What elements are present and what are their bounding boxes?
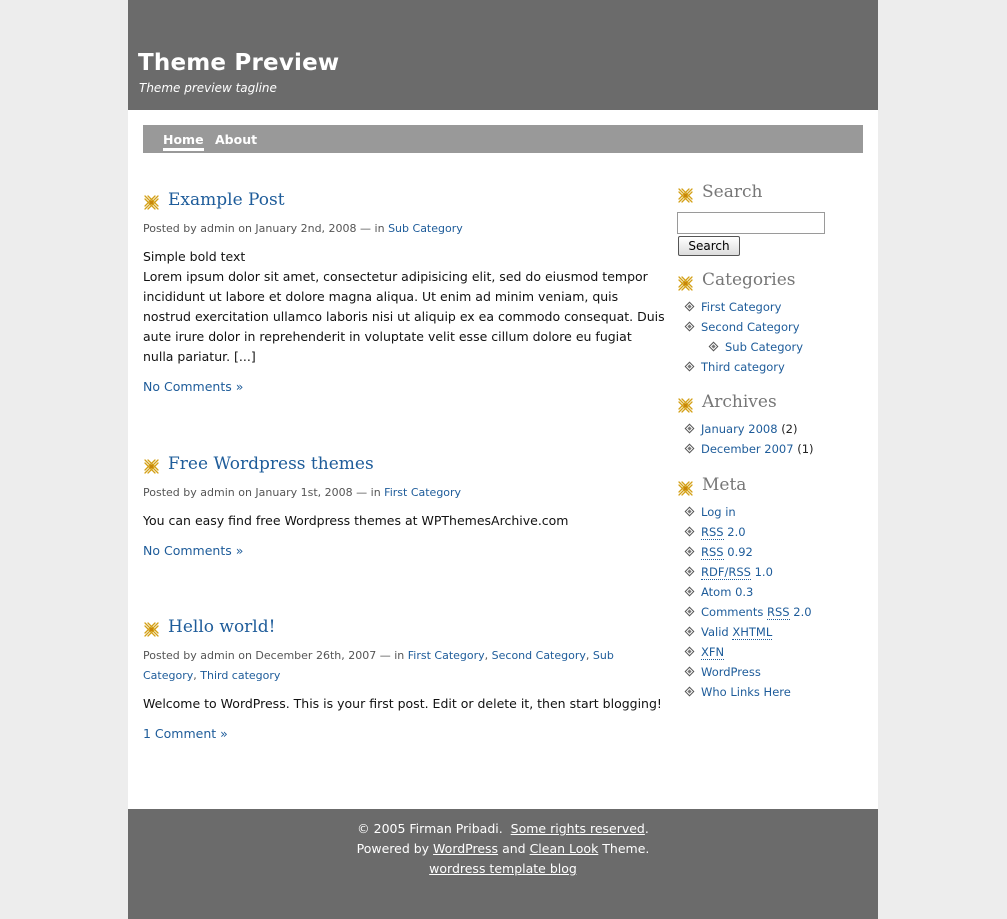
rss-abbr: RSS — [767, 605, 790, 619]
list-item — [677, 439, 872, 459]
star-bullet-icon — [677, 397, 694, 414]
category-link[interactable]: Second Category — [491, 649, 586, 662]
widget-title: Archives — [702, 392, 777, 412]
widget-title: Categories — [702, 270, 796, 290]
list-item — [677, 502, 872, 522]
diamond-bullet-icon — [685, 424, 695, 434]
comments-link[interactable]: No Comments » — [143, 543, 244, 558]
star-bullet-icon — [143, 194, 160, 211]
rdf-version: 1.0 — [754, 565, 773, 579]
list-item — [677, 622, 872, 642]
archive-list — [677, 419, 872, 459]
footer-line-powered — [128, 839, 878, 859]
diamond-bullet-icon — [685, 322, 695, 332]
post-meta-text: Posted by admin on January 2nd, 2008 — in — [143, 222, 389, 235]
nav-home-link[interactable]: Home — [163, 132, 204, 151]
comments-link[interactable]: 1 Comment » — [143, 726, 228, 741]
search-button[interactable]: Search — [678, 236, 740, 256]
post — [143, 190, 665, 395]
rss-version: 2.0 — [793, 605, 812, 619]
category-link[interactable]: First Category — [701, 300, 782, 314]
diamond-bullet-icon — [685, 687, 695, 697]
rss-abbr: RSS — [701, 545, 724, 559]
widget-title: Search — [702, 182, 763, 202]
rights-link[interactable]: Some rights reserved — [510, 821, 645, 836]
theme-link[interactable]: Clean Look — [529, 841, 599, 856]
diamond-bullet-icon — [685, 527, 695, 537]
meta-widget — [677, 475, 872, 702]
post-body-line: Lorem ipsum dolor sit amet, consectetur adipisicing elit, sed do eiusmod tempor incididunt ut labore et dolore magna aliqua. Ut enim ad minim veniam, quis nostrud exercitation ullamco laboris nisi ut aliquip ex ea commodo consequat. Duis aute irure dolor in reprehenderit in voluptate velit esse cillum dolore eu fugiat nulla pariatur. [...] — [143, 269, 665, 364]
footer-line-copyright — [128, 819, 878, 839]
post-meta: Posted by admin on December 26th, 2007 — in First Category, Second Category, Sub Category, Third category — [143, 649, 614, 682]
atom-link[interactable]: Atom 0.3 — [701, 585, 754, 599]
site-header — [128, 0, 878, 110]
site-tagline: Theme preview tagline — [139, 81, 277, 95]
rss-version: 2.0 — [727, 525, 746, 539]
category-link[interactable]: Sub Category — [725, 340, 804, 354]
site-footer — [128, 809, 878, 919]
footer-line-blog — [128, 859, 878, 879]
search-input[interactable] — [677, 212, 825, 234]
post-meta — [143, 219, 665, 239]
rss-version: 0.92 — [727, 545, 753, 559]
nav-bar — [143, 125, 863, 153]
diamond-bullet-icon — [709, 342, 719, 352]
rdf-rss-link[interactable] — [701, 565, 773, 580]
category-link[interactable]: Sub Category — [388, 222, 463, 235]
rss-abbr: RSS — [701, 525, 724, 539]
diamond-bullet-icon — [685, 647, 695, 657]
list-item — [677, 297, 872, 317]
who-links-here-link[interactable]: Who Links Here — [701, 685, 791, 699]
list-item — [677, 522, 872, 542]
rdf-abbr: RDF/RSS — [701, 565, 751, 579]
post — [143, 454, 665, 559]
diamond-bullet-icon — [685, 444, 695, 454]
category-link[interactable]: First Category — [384, 486, 462, 499]
list-item — [677, 357, 872, 377]
xfn-abbr: XFN — [701, 645, 725, 659]
post-title-link[interactable]: Example Post — [168, 190, 285, 210]
archive-link[interactable]: December 2007 — [701, 442, 794, 456]
widget-title: Meta — [702, 475, 747, 495]
diamond-bullet-icon — [685, 362, 695, 372]
diamond-bullet-icon — [685, 667, 695, 677]
list-item — [677, 642, 872, 662]
post-body — [143, 247, 665, 367]
post-body-line: You can easy find free Wordpress themes at WPThemesArchive.com — [143, 513, 569, 528]
list-item — [677, 682, 872, 702]
diamond-bullet-icon — [685, 587, 695, 597]
valid-text: Valid — [701, 625, 729, 639]
and-text: and — [502, 841, 526, 856]
list-item — [677, 662, 872, 682]
xhtml-abbr: XHTML — [732, 625, 773, 639]
category-link[interactable]: First Category — [407, 649, 485, 662]
list-item — [677, 542, 872, 562]
search-widget — [677, 182, 872, 253]
theme-suffix-text: Theme. — [602, 841, 650, 856]
copyright-text: © 2005 Firman Pribadi. — [357, 821, 503, 836]
star-bullet-icon — [143, 621, 160, 638]
list-item — [677, 562, 872, 582]
comments-rss-link[interactable] — [701, 605, 812, 620]
list-item — [677, 602, 872, 622]
list-item — [677, 317, 872, 337]
star-bullet-icon — [677, 187, 694, 204]
diamond-bullet-icon — [685, 567, 695, 577]
star-bullet-icon — [677, 480, 694, 497]
nav-about-link[interactable]: About — [215, 132, 258, 147]
category-link[interactable]: Third category — [701, 360, 785, 374]
archives-widget — [677, 392, 872, 459]
diamond-bullet-icon — [685, 507, 695, 517]
post-meta — [143, 483, 665, 503]
categories-widget — [677, 270, 872, 377]
list-item — [677, 337, 872, 357]
site-title[interactable]: Theme Preview — [138, 50, 340, 76]
diamond-bullet-icon — [685, 627, 695, 637]
login-link[interactable]: Log in — [701, 505, 736, 519]
category-link[interactable]: Second Category — [701, 320, 800, 334]
powered-by-text: Powered by — [356, 841, 430, 856]
valid-xhtml-link[interactable] — [701, 625, 772, 640]
post-meta-text: Posted by admin on January 1st, 2008 — in — [143, 486, 385, 499]
rss-2-link[interactable] — [701, 525, 746, 540]
comments-rss-prefix: Comments — [701, 605, 764, 619]
diamond-bullet-icon — [685, 302, 695, 312]
wordpress-link[interactable]: WordPress — [701, 665, 761, 679]
diamond-bullet-icon — [685, 607, 695, 617]
archive-link[interactable]: January 2008 — [701, 422, 778, 436]
category-link[interactable]: Sub Category — [143, 649, 614, 682]
post-meta-text: Posted by admin on December 26th, 2007 — in — [143, 649, 408, 662]
list-item — [677, 419, 872, 439]
category-list — [677, 297, 872, 377]
rss-092-link[interactable] — [701, 545, 753, 560]
star-bullet-icon — [677, 275, 694, 292]
footer-wordpress-link[interactable]: WordPress — [433, 841, 499, 856]
xfn-link[interactable] — [701, 645, 724, 660]
archive-count: (1) — [797, 442, 814, 456]
post-body — [143, 511, 665, 531]
post-body — [143, 694, 665, 714]
post-body-line: Welcome to WordPress. This is your first post. Edit or delete it, then start blogging! — [143, 696, 662, 711]
meta-list — [677, 502, 872, 702]
category-link[interactable]: Third category — [200, 669, 281, 682]
post — [143, 617, 665, 742]
footer-period: . — [644, 821, 649, 836]
star-bullet-icon — [143, 458, 160, 475]
diamond-bullet-icon — [685, 547, 695, 557]
comments-link[interactable]: No Comments » — [143, 379, 244, 394]
list-item — [677, 582, 872, 602]
post-title-link[interactable]: Hello world! — [168, 617, 276, 637]
post-title-link[interactable]: Free Wordpress themes — [168, 454, 374, 474]
archive-count: (2) — [781, 422, 798, 436]
template-blog-link[interactable]: wordress template blog — [429, 861, 577, 876]
post-body-line: Simple bold text — [143, 249, 246, 264]
page-container — [128, 0, 878, 919]
